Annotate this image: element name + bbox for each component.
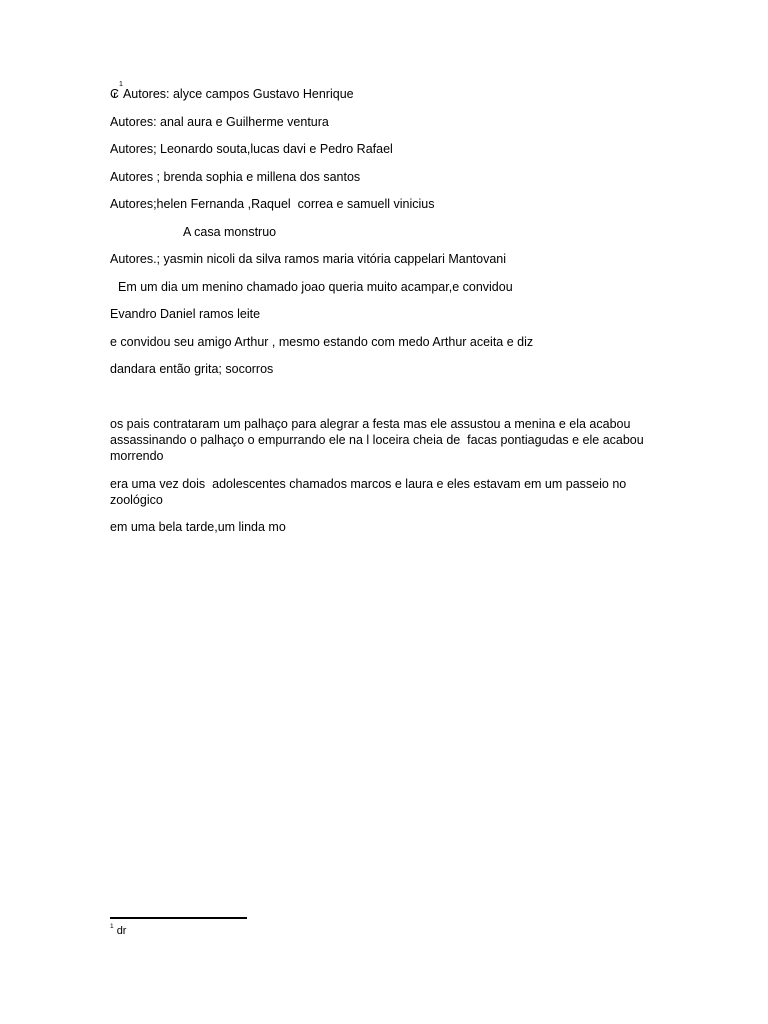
blank-line [110, 389, 662, 405]
footnote-separator [110, 917, 247, 919]
story-title: A casa monstruo [183, 224, 277, 239]
story-paragraph-6: era uma vez dois adolescentes chamados marcos e laura e eles estavam em um passeio no zoológico [110, 476, 630, 507]
story-paragraph-3: e convidou seu amigo Arthur , mesmo estando com medo Arthur aceita e diz [110, 334, 534, 349]
story-paragraph-5: os pais contrataram um palhaço para alegrar a festa mas ele assustou a menina e ela acabou assassinando o palhaço o empurrando ele na l loceira cheia de facas pontiagudas e ele acabou morrendo [110, 417, 648, 463]
authors-line-5: Autores;helen Fernanda ,Raquel correa e samuell vinicius [110, 197, 435, 211]
authors-line-6: Autores.; yasmin nicoli da silva ramos maria vitória cappelari Mantovani [110, 252, 506, 266]
authors-line-1-text: Autores: alyce campos Gustavo Henrique [122, 87, 354, 101]
story-paragraph-4: dandara então grita; socorros [110, 362, 274, 376]
document-body [110, 81, 662, 547]
footnote [110, 924, 126, 938]
authors-line-1: ₢ $^1$ Autores: alyce campos Gustavo Henrique [110, 81, 354, 101]
story-paragraph-1: Em um dia um menino chamado joao queria muito acampar,e convidou [118, 279, 513, 294]
story-paragraph-7: em uma bela tarde,um linda mo [110, 520, 286, 534]
authors-line-2: Autores: anal aura e Guilherme ventura [110, 114, 329, 129]
footnote-text: dr [116, 925, 127, 937]
footnote-number: 1 [110, 923, 114, 931]
authors-line-3: Autores; Leonardo souta,lucas davi e Pedro Rafael [110, 142, 393, 156]
story-paragraph-2: Evandro Daniel ramos leite [110, 307, 261, 321]
authors-line-4: Autores ; brenda sophia e millena dos santos [110, 169, 361, 184]
symbol-mark: ₢ [110, 87, 120, 101]
